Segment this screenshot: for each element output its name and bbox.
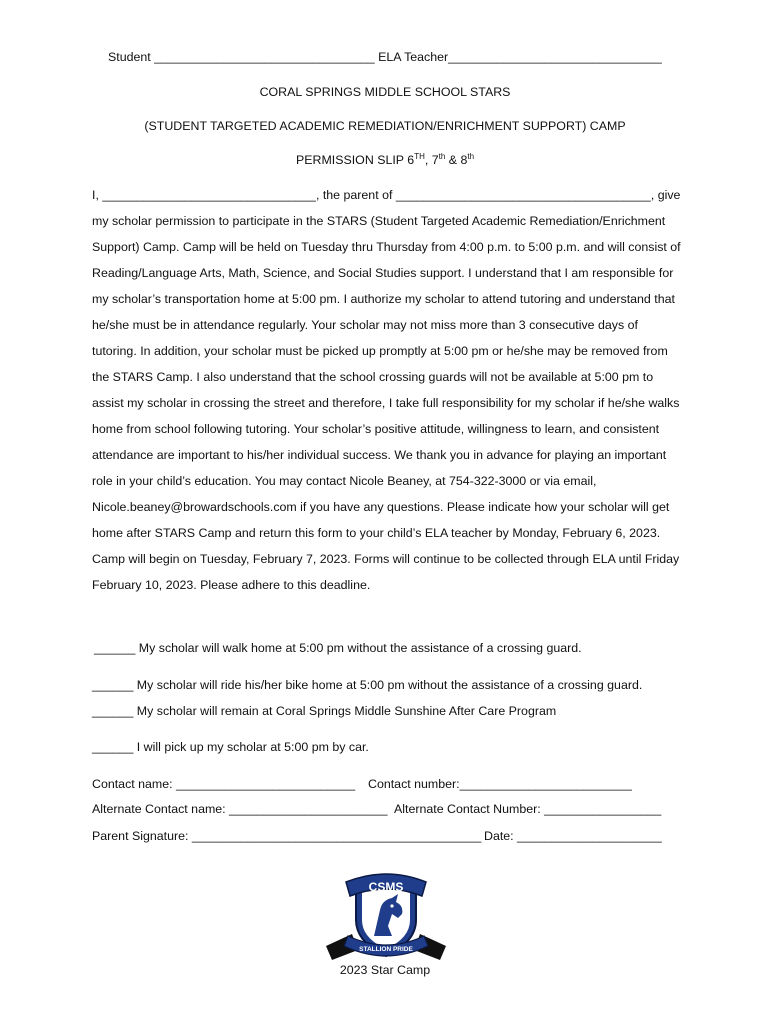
contact-number-field: Contact number:_________________________ [368,777,632,791]
option-pickup: ______ I will pick up my scholar at 5:00 pm by car. [92,740,369,754]
permission-paragraph: I, _______________________________, the parent of _____________________________________, give my scholar permission to participate in the STARS (Student Targeted Academic Remediation/Enrichment Support) Camp. Camp will be held on Tuesday thru Thursday from 4:00 p.m. to 5:00 p.m. and will consist of Reading/Language Arts, Math, Science, and Social Studies support. I understand that I am responsible for my scholar’s transportation home at 5:00 pm. I authorize my scholar to attend tutoring and understand that he/she must be in attendance regularly. Your scholar may not miss more than 3 consecutive days of tutoring. In addition, your scholar must be picked up promptly at 5:00 pm or he/she may be removed from the STARS Camp. I also understand that the school crossing guards will not be available at 5:00 pm to assist my scholar in crossing the street and therefore, I take full responsibility for my scholar if he/she walks home from school following tutoring. Your scholar’s positive attitude, willingness to learn, and consistent attendance are important to his/her individual success. We thank you in advance for playing an important role in your child’s education. You may contact Nicole Beaney, at 754-322-3000 or via email, Nicole.beaney@browardschools.com if you have any questions. Please indicate how your scholar will get home after STARS Camp and return this form to your child’s ELA teacher by Monday, February 6, 2023. Camp will begin on Tuesday, February 7, 2023. Forms will continue to be collected through ELA until Friday February 10, 2023. Please adhere to this deadline. [92,188,681,592]
option-aftercare: ______ My scholar will remain at Coral Springs Middle Sunshine After Care Program [92,704,557,718]
slip-title-prefix: PERMISSION SLIP 6 [295,153,415,167]
slip-title [0,153,770,167]
logo-banner-text: STALLION PRIDE [359,946,413,953]
student-teacher-line: Student ________________________________ ELA Teacher_______________________________ [108,50,662,64]
parent-signature-field: Parent Signature: __________________________________________ [92,829,482,843]
slip-sup-2: th [438,152,446,161]
contact-name-field: Contact name: __________________________ [92,777,356,791]
date-field: Date: _____________________ [484,829,662,843]
footer-caption: 2023 Star Camp [339,963,431,977]
slip-title-mid: , 7 [424,153,439,167]
option-bike: ______ My scholar will ride his/her bike home at 5:00 pm without the assistance of a crossing guard. [92,678,643,692]
slip-title-and: & 8 [445,153,468,167]
logo-top-text: CSMS [368,880,404,894]
program-title: (STUDENT TARGETED ACADEMIC REMEDIATION/ENRICHMENT SUPPORT) CAMP [144,119,626,133]
school-title: CORAL SPRINGS MIDDLE SCHOOL STARS [259,85,511,99]
slip-sup-3: th [467,152,475,161]
horse-eye-icon [390,904,393,907]
alt-contact-name-field: Alternate Contact name: _______________________ [92,802,388,816]
slip-sup-1: TH [414,152,425,161]
option-walk: ______ My scholar will walk home at 5:00 pm without the assistance of a crossing guard. [94,641,582,655]
alt-contact-number-field: Alternate Contact Number: _________________ [394,802,662,816]
school-logo [322,870,450,962]
